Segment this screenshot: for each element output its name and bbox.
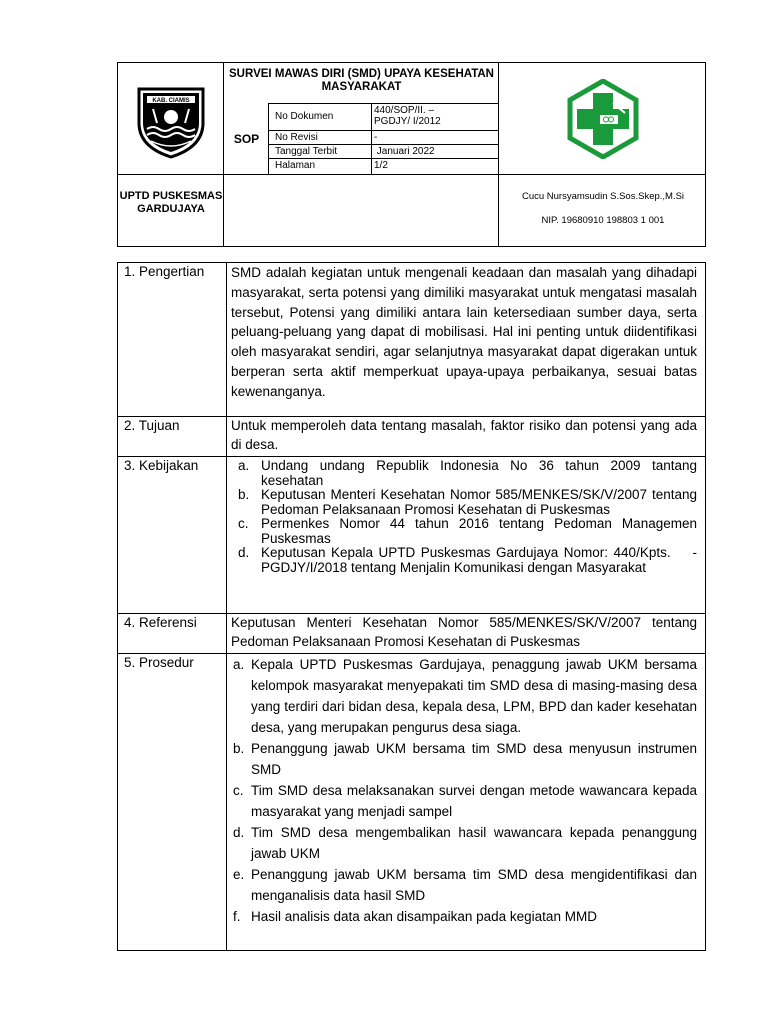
meta-value: - [374,132,378,143]
puskesmas-logo [499,63,707,175]
meta-key: No Revisi [275,132,318,143]
section-label: 4. Referensi [124,615,197,630]
meta-key: Halaman [275,160,316,171]
list-item: f. Hasil analisis data akan disampaikan pada kegiatan MMD [233,909,597,924]
section-label: 2. Tujuan [124,418,180,433]
list-item: b. Keputusan Menteri Kesehatan Nomor 585/MENKES/SK/V/2007 tentang Pedoman Pelaksanaan Promosi Kesehatan di Puskesmas [238,487,697,517]
document-title: SURVEI MAWAS DIRI (SMD) UPAYA KESEHATAN MASYARAKAT [229,68,494,93]
referensi-text: Keputusan Menteri Kesehatan Nomor 585/MENKES/SK/V/2007 tentang Pedoman Pelaksanaan Promosi Kesehatan di Puskesmas [231,615,697,649]
divider [268,103,499,104]
meta-value: Januari 2022 [374,146,435,157]
pengertian-text: SMD adalah kegiatan untuk mengenali keadaan dan masalah yang dihadapi masyarakat, serta potensi yang dimiliki masyarakat untuk mengatasi masalah tersebut, Potensi yang dimiliki antara lain ketersediaan sumber daya, serta peluang-peluang yang dapat di mobilisasi. Hal ini penting untuk diidentifikasi oleh masyarakat sendiri, agar selanjutnya masyarakat dapat digerakan untuk berperan serta aktif memperkuat upaya-upaya perbaikanya, sesuai batas kewenanganya. [231,265,697,399]
section-content [231,417,697,454]
sop-header-table [117,62,706,247]
section-label: 5. Prosedur [124,655,194,670]
list-item: a. Kepala UPTD Puskesmas Gardujaya, penaggung jawab UKM bersama kelompok masyarakat menyepakati tim SMD desa di masing-masing desa yang terdiri dari bidan desa, kepala desa, LPM, BPD dan kader kesehatan desa, yang merupakan pengurus desa siaga. [233,657,697,735]
meta-key: Tanggal Terbit [275,146,338,157]
section-content [231,263,697,402]
divider [268,130,499,131]
section-content [231,654,697,927]
section-prosedur [118,654,705,950]
section-pengertian [118,263,705,416]
organization-name: UPTD PUSKESMAS GARDUJAYA [119,190,223,215]
divider [268,158,499,159]
section-referensi [118,614,705,653]
list-item: d. Keputusan Kepala UPTD Puskesmas Gardujaya Nomor: 440/Kpts. -PGDJY/I/2018 tentang Menjalin Komunikasi dengan Masyarakat [238,545,697,575]
list-item: e. Penanggung jawab UKM bersama tim SMD desa mengidentifikasi dan menganalisis data hasil SMD [233,867,697,903]
signatory-name: Cucu Nursyamsudin S.Sos.Skep.,M.Si [521,191,685,202]
list-item: c. Permenkes Nomor 44 tahun 2016 tentang Pedoman Managemen Puskesmas [238,516,697,546]
list-item: a. Undang undang Republik Indonesia No 36 tahun 2009 tantang kesehatan [238,458,697,488]
list-item: c. Tim SMD desa melaksanakan survei dengan metode wawancara kepada masyarakat yang menjadi sampel [233,783,697,819]
tujuan-text: Untuk memperoleh data tentang masalah, faktor risiko dan potensi yang ada di desa. [231,418,697,452]
divider [268,144,499,145]
meta-value: 1/2 [374,160,388,171]
meta-key: No Dokumen [275,111,334,122]
signatory-nip: NIP. 19680910 198803 1 001 [541,215,665,226]
meta-value: 440/SOP/II. – PGDJY/ I/2012 [374,105,441,127]
sop-content-table [117,262,706,951]
prosedur-list [231,654,697,927]
section-content [231,459,697,575]
sop-label: SOP [233,132,260,146]
list-item: b. Penanggung jawab UKM bersama tim SMD desa menyusun instrumen SMD [233,741,697,777]
divider [371,103,372,175]
logo-text: KAB. CIAMIS [152,98,190,104]
section-content [231,614,697,651]
section-tujuan [118,417,705,456]
section-kebijakan [118,457,705,613]
section-label: 1. Pengertian [124,264,205,279]
section-label: 3. Kebijakan [124,458,199,473]
ciamis-emblem-logo [118,63,224,175]
kebijakan-list [231,459,697,575]
list-item: d. Tim SMD desa mengembalikan hasil wawancara kepada penanggung jawab UKM [233,825,697,861]
